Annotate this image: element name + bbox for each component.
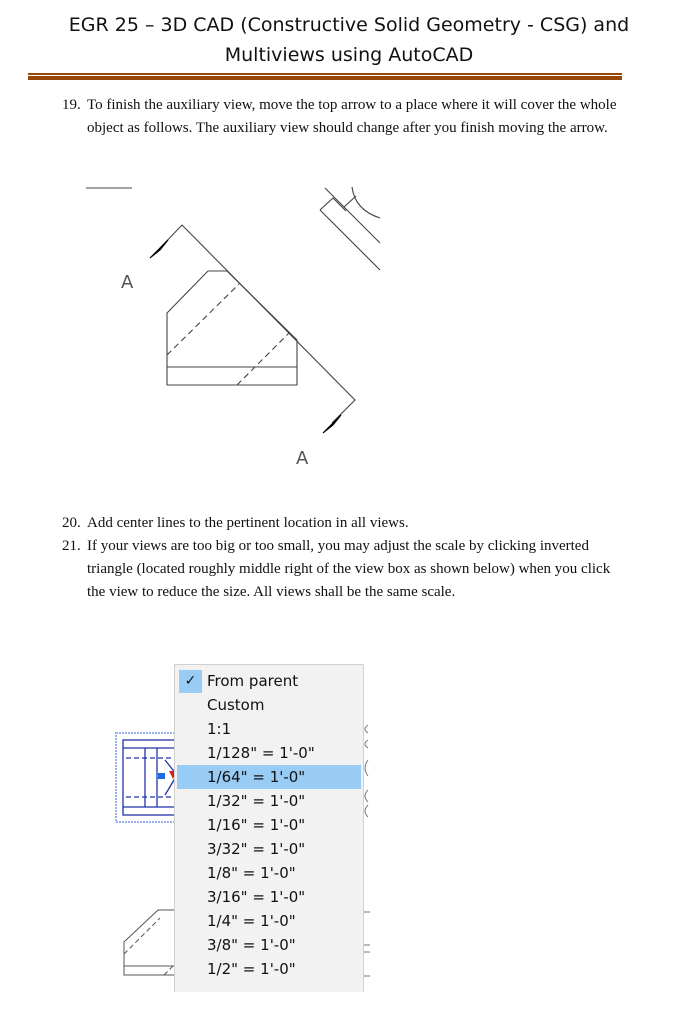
hidden-line bbox=[167, 284, 239, 355]
arrow-head-top bbox=[150, 240, 168, 258]
aux-view-edge bbox=[325, 188, 380, 243]
menu-item-1-32[interactable] bbox=[177, 789, 361, 813]
menu-item-from-parent[interactable] bbox=[177, 669, 361, 693]
right-view-edges bbox=[363, 725, 370, 976]
menu-item-1-16[interactable] bbox=[177, 813, 361, 837]
auxiliary-view-figure bbox=[86, 187, 380, 433]
grip-handle[interactable] bbox=[158, 773, 165, 779]
menu-item-3-16[interactable] bbox=[177, 885, 361, 909]
section-label-bottom: A bbox=[296, 448, 309, 469]
menu-item-label: Custom bbox=[207, 696, 265, 714]
menu-item-label: 1/4" = 1'-0" bbox=[207, 912, 296, 930]
menu-item-3-32[interactable] bbox=[177, 837, 361, 861]
selected-view-figure[interactable] bbox=[116, 733, 177, 822]
aux-view-edge bbox=[344, 196, 356, 207]
menu-item-1-1[interactable] bbox=[177, 717, 361, 741]
lower-view-figure bbox=[124, 910, 177, 975]
menu-item-3-8[interactable] bbox=[177, 933, 361, 957]
menu-item-label: 1/128" = 1'-0" bbox=[207, 744, 315, 762]
menu-item-1-64[interactable] bbox=[177, 765, 361, 789]
menu-item-label: 1:1 bbox=[207, 720, 232, 738]
step-number: 19. bbox=[62, 97, 81, 113]
step-text: To finish the auxiliary view, move the top arrow to a place where it will cover the whole object as follows. The auxiliary view should change after you finish moving the arrow. bbox=[87, 97, 617, 136]
menu-item-label: 1/16" = 1'-0" bbox=[207, 816, 306, 834]
step-text: Add center lines to the pertinent location in all views. bbox=[87, 515, 409, 531]
menu-item-label: 1/64" = 1'-0" bbox=[207, 768, 306, 786]
menu-item-1-8[interactable] bbox=[177, 861, 361, 885]
step-number: 21. bbox=[62, 538, 81, 554]
menu-item-1-128[interactable] bbox=[177, 741, 361, 765]
arrow-head-bottom bbox=[323, 415, 341, 433]
menu-item-label: From parent bbox=[207, 672, 299, 690]
step-number: 20. bbox=[62, 515, 81, 531]
menu-item-1-4[interactable] bbox=[177, 909, 361, 933]
page-title-line2: Multiviews using AutoCAD bbox=[224, 44, 474, 66]
menu-item-label: 3/16" = 1'-0" bbox=[207, 888, 306, 906]
menu-item-label: 3/32" = 1'-0" bbox=[207, 840, 306, 858]
page-title-line1: EGR 25 – 3D CAD (Constructive Solid Geometry - CSG) and bbox=[68, 14, 630, 36]
step-text: If your views are too big or too small, you may adjust the scale by clicking inverted triangle (located roughly middle right of the view box as shown below) when you click the view to reduce the size. All views shall be the same scale. bbox=[87, 538, 611, 600]
object-outline bbox=[167, 271, 297, 385]
menu-item-label: 1/32" = 1'-0" bbox=[207, 792, 306, 810]
cutting-plane-line[interactable] bbox=[160, 225, 355, 423]
menu-item-label: 1/8" = 1'-0" bbox=[207, 864, 296, 882]
aux-view-arc bbox=[352, 187, 380, 218]
hidden-line bbox=[237, 333, 289, 385]
menu-item-label: 1/2" = 1'-0" bbox=[207, 960, 296, 978]
scale-dropdown-menu[interactable] bbox=[174, 664, 364, 992]
menu-item-1-2[interactable] bbox=[177, 957, 361, 981]
checkmark-icon: ✓ bbox=[179, 670, 202, 693]
menu-item-label: 3/8" = 1'-0" bbox=[207, 936, 296, 954]
section-label-top: A bbox=[121, 272, 134, 293]
aux-view-edge bbox=[320, 210, 380, 270]
menu-item-custom[interactable] bbox=[177, 693, 361, 717]
